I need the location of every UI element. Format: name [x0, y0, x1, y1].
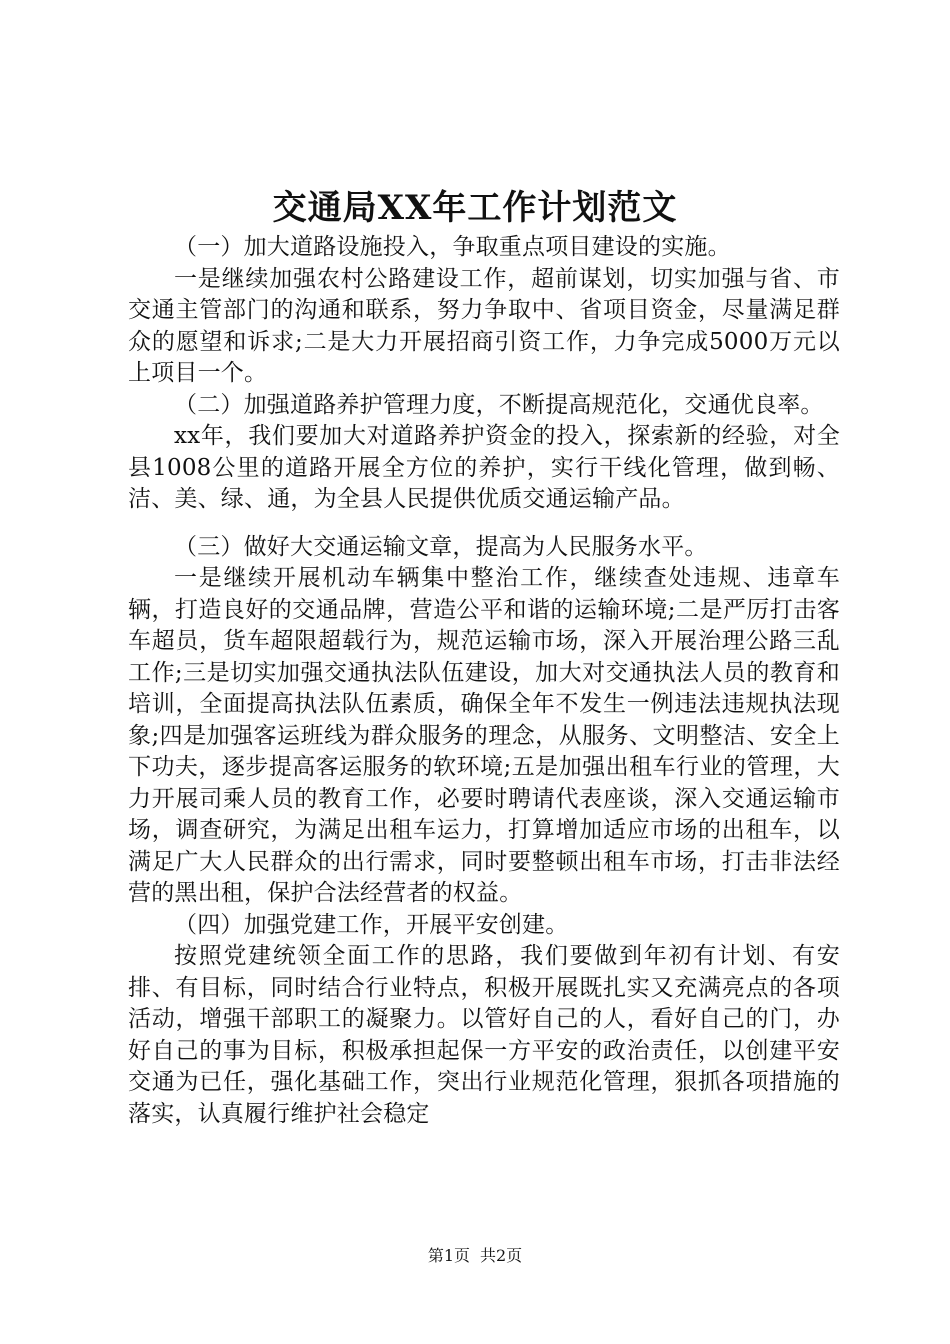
body-paragraph-2: xx年，我们要加大对道路养护资金的投入，探索新的经验，对全县1008公里的道路开展全方位的养护，实行干线化管理，做到畅、洁、美、绿、通，为全县人民提供优质交通运输产品。 [128, 423, 840, 512]
paragraph-spacer [128, 516, 840, 532]
body-paragraph-4: 按照党建统领全面工作的思路，我们要做到年初有计划、有安排、有目标，同时结合行业特点，积极开展既扎实又充满亮点的各项活动，增强干部职工的凝聚力。以管好自己的人，看好自己的门，办好自己的事为目标，积极承担起保一方平安的政治责任，以创建平安交通为已任，强化基础工作，突出行业规范化管理，狠抓各项措施的落实，认真履行维护社会稳定 [128, 943, 840, 1127]
page-total: 共2页 [480, 1246, 523, 1265]
page-footer [0, 1246, 950, 1266]
section-heading-1: （一）加大道路设施投入，争取重点项目建设的实施。 [174, 234, 731, 260]
body-paragraph-1: 一是继续加强农村公路建设工作，超前谋划，切实加强与省、市交通主管部门的沟通和联系，努力争取中、省项目资金，尽量满足群众的愿望和诉求;二是大力开展招商引资工作，力争完成5000万元以上项目一个。 [128, 265, 840, 386]
document-title: 交通局XX年工作计划范文 [272, 188, 678, 228]
section-heading-4: （四）加强党建工作，开展平安创建。 [174, 911, 569, 938]
body-paragraph-3: 一是继续开展机动车辆集中整治工作，继续查处违规、违章车辆，打造良好的交通品牌，营造公平和谐的运输环境;二是严厉打击客车超员，货车超限超载行为，规范运输市场，深入开展治理公路三乱工作;三是切实加强交通执法队伍建设，加大对交通执法人员的教育和培训，全面提高执法队伍素质，确保全年不发生一例违法违规执法现象;四是加强客运班线为群众服务的理念，从服务、文明整洁、安全上下功夫，逐步提高客运服务的软环境;五是加强出租车行业的管理，大力开展司乘人员的教育工作，必要时聘请代表座谈，深入交通运输市场，调查研究，为满足出租车运力，打算增加适应市场的出租车，以满足广大人民群众的出行需求，同时要整顿出租车市场，打击非法经营的黑出租，保护合法经营者的权益。 [128, 565, 840, 906]
section-heading-3: （三）做好大交通运输文章，提高为人民服务水平。 [174, 533, 708, 560]
page-number: 第1页 [427, 1246, 470, 1265]
document-body [128, 232, 840, 1130]
section-heading-2: （二）加强道路养护管理力度，不断提高规范化，交通优良率。 [174, 391, 824, 418]
